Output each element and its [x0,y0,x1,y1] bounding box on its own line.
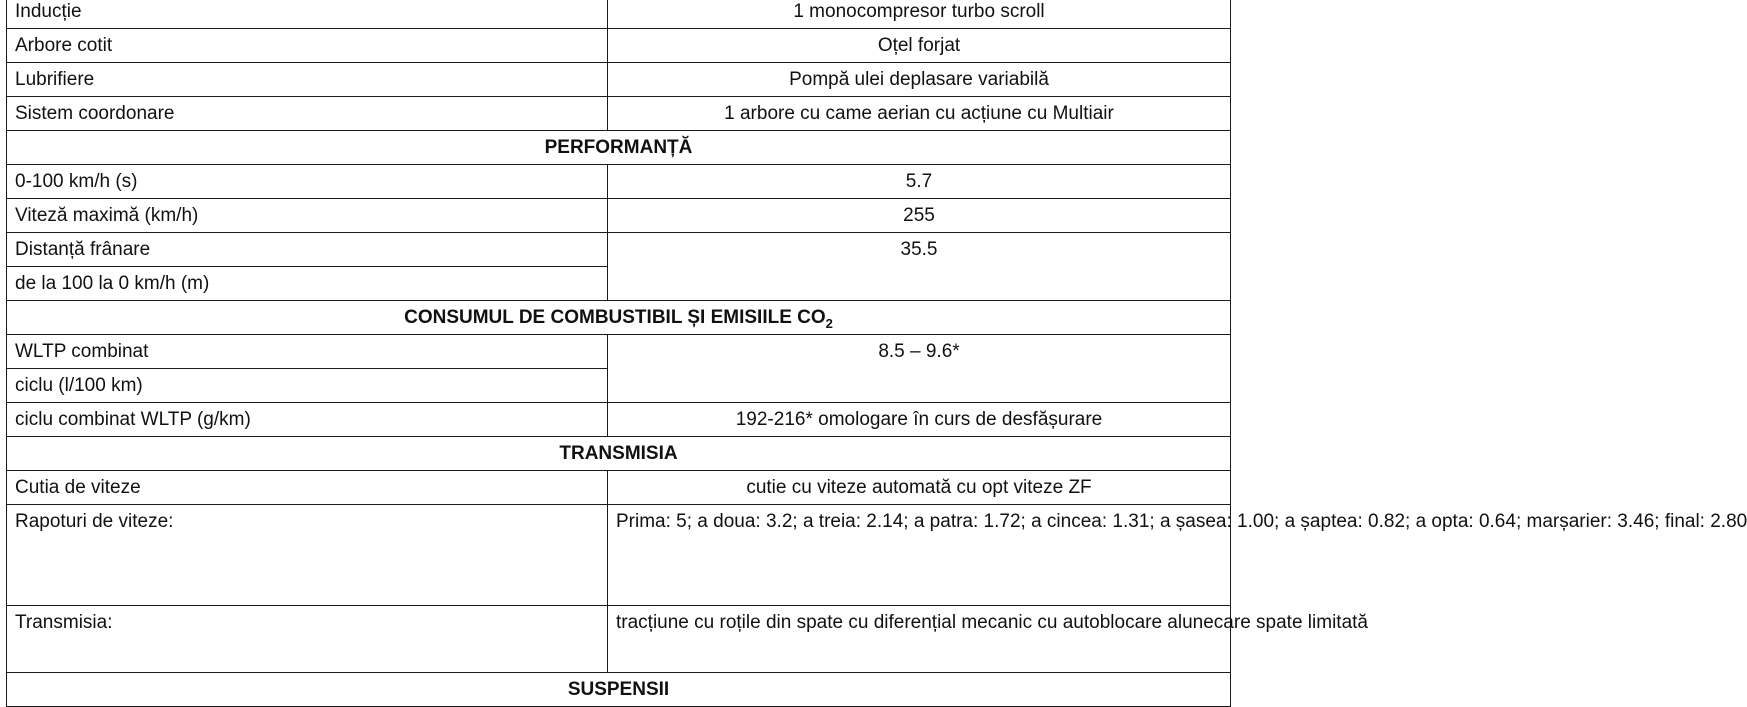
row-label-gearbox: Cutia de viteze [7,471,608,505]
section-header-row [7,131,1231,165]
row-value-wltp: 8.5 – 9.6* [608,335,1231,403]
section-title-transmisia: TRANSMISIA [7,437,1231,471]
table-row [7,233,1231,267]
table-row [7,505,1231,606]
section-title-consum [7,301,1231,335]
row-value-gearbox: cutie cu viteze automată cu opt viteze ZF [608,471,1231,505]
table-row [7,606,1231,673]
row-label-top-speed: Viteză maximă (km/h) [7,199,608,233]
row-label-wltp-1: WLTP combinat [7,335,608,369]
table-row [7,199,1231,233]
row-value-acceleration: 5.7 [608,165,1231,199]
section-title-performanta: PERFORMANȚĂ [7,131,1231,165]
row-label-sistem-coordonare: Sistem coordonare [7,97,608,131]
row-label-acceleration: 0-100 km/h (s) [7,165,608,199]
row-label-inductie: Inducție [7,0,608,29]
table-row [7,97,1231,131]
table-row [7,29,1231,63]
table-row [7,165,1231,199]
table-row [7,63,1231,97]
row-label-drive: Transmisia: [7,606,608,673]
section-title-consum-subscript: 2 [825,315,833,331]
row-value-gear-ratios: Prima: 5; a doua: 3.2; a treia: 2.14; a patra: 1.72; a cincea: 1.31; a șasea: 1.00; a șaptea: 0.82; a opta: 0.64; marșarier: 3.46; final: 2.80 [608,505,1231,606]
row-value-top-speed: 255 [608,199,1231,233]
table-row [7,403,1231,437]
row-label-arbore-cotit: Arbore cotit [7,29,608,63]
row-value-arbore-cotit: Oțel forjat [608,29,1231,63]
table-row [7,335,1231,369]
row-label-braking-1: Distanță frânare [7,233,608,267]
row-value-sistem-coordonare: 1 arbore cu came aerian cu acțiune cu Multiair [608,97,1231,131]
row-label-lubrifiere: Lubrifiere [7,63,608,97]
section-title-suspensii: SUSPENSII [7,673,1231,707]
row-label-wltp-2: ciclu (l/100 km) [7,369,608,403]
section-header-row [7,301,1231,335]
specifications-table [6,0,1747,707]
row-value-drive: tracțiune cu roțile din spate cu diferențial mecanic cu autoblocare alunecare spate limitată [608,606,1231,673]
row-label-co2: ciclu combinat WLTP (g/km) [7,403,608,437]
row-value-inductie: 1 monocompresor turbo scroll [608,0,1231,29]
row-value-lubrifiere: Pompă ulei deplasare variabilă [608,63,1231,97]
table-row [7,0,1231,29]
section-title-consum-text: CONSUMUL DE COMBUSTIBIL ȘI EMISIILE CO [404,307,826,328]
row-label-braking-2: de la 100 la 0 km/h (m) [7,267,608,301]
row-value-braking: 35.5 [608,233,1231,301]
table-row [7,471,1231,505]
row-value-co2: 192-216* omologare în curs de desfășurare [608,403,1231,437]
section-header-row [7,673,1231,707]
row-label-gear-ratios: Rapoturi de viteze: [7,505,608,606]
section-header-row [7,437,1231,471]
